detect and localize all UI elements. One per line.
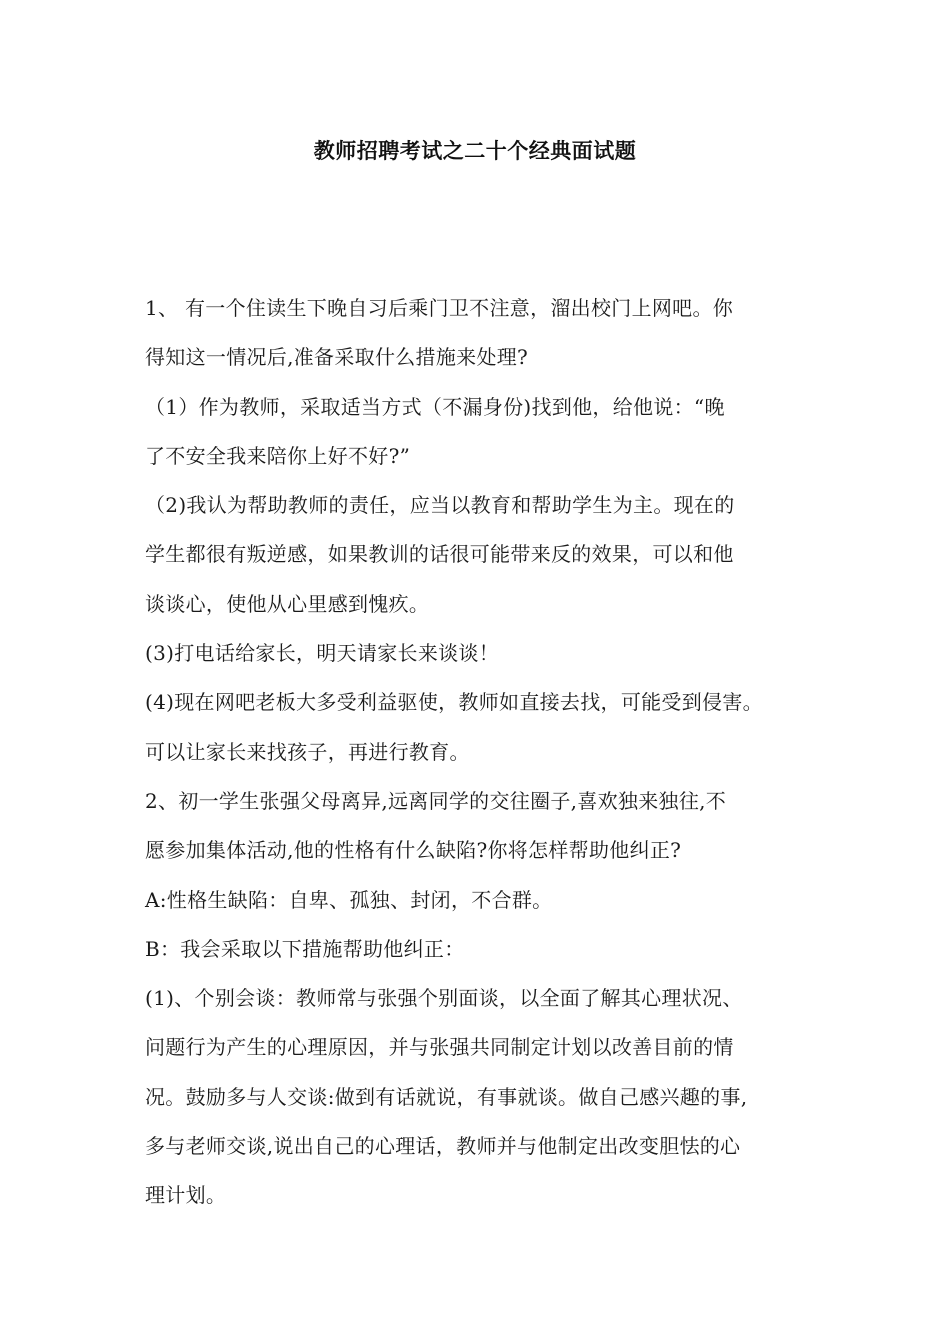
- document-title: 教师招聘考试之二十个经典面试题: [313, 139, 637, 163]
- text-line: （2)我认为帮助教师的责任，应当以教育和帮助学生为主。现在的: [145, 493, 735, 518]
- text-line: 问题行为产生的心理原因，并与张强共同制定计划以改善目前的情: [145, 1035, 734, 1060]
- text-line: （1）作为教师，采取适当方式（不漏身份)找到他，给他说：“晚: [145, 394, 725, 419]
- text-line: B：我会采取以下措施帮助他纠正：: [145, 936, 465, 961]
- document-body: [145, 284, 825, 1221]
- text-line: 可以让家长来找孩子，再进行教育。: [145, 739, 470, 764]
- text-line: (4)现在网吧老板大多受利益驱使，教师如直接去找，可能受到侵害。: [145, 690, 763, 715]
- text-line: A:性格生缺陷：自卑、孤独、封闭，不合群。: [145, 887, 553, 912]
- text-line: 愿参加集体活动,他的性格有什么缺陷?你将怎样帮助他纠正?: [145, 838, 682, 863]
- text-line: 理计划。: [145, 1183, 227, 1208]
- text-line: 况。鼓励多与人交谈:做到有话就说，有事就谈。做自己感兴趣的事,: [145, 1084, 748, 1109]
- text-line: 学生都很有叛逆感，如果教训的话很可能带来反的效果，可以和他: [145, 542, 734, 567]
- text-line: 了不安全我来陪你上好不好?”: [145, 443, 411, 468]
- text-line: (3)打电话给家长，明天请家长来谈谈！: [145, 641, 500, 666]
- text-line: 多与老师交谈,说出自己的心理话，教师并与他制定出改变胆怯的心: [145, 1134, 741, 1159]
- text-line: 2、初一学生张强父母离异,远离同学的交往圈子,喜欢独来独往,不: [145, 788, 727, 813]
- text-line: (1)、个别会谈：教师常与张强个别面谈，以全面了解其心理状况、: [145, 986, 743, 1011]
- text-line: 谈谈心，使他从心里感到愧疚。: [145, 591, 430, 616]
- text-line: 1、 有一个住读生下晚自习后乘门卫不注意，溜出校门上网吧。你: [145, 296, 734, 320]
- text-line: 得知这一情况后,准备采取什么措施来处理?: [145, 345, 529, 370]
